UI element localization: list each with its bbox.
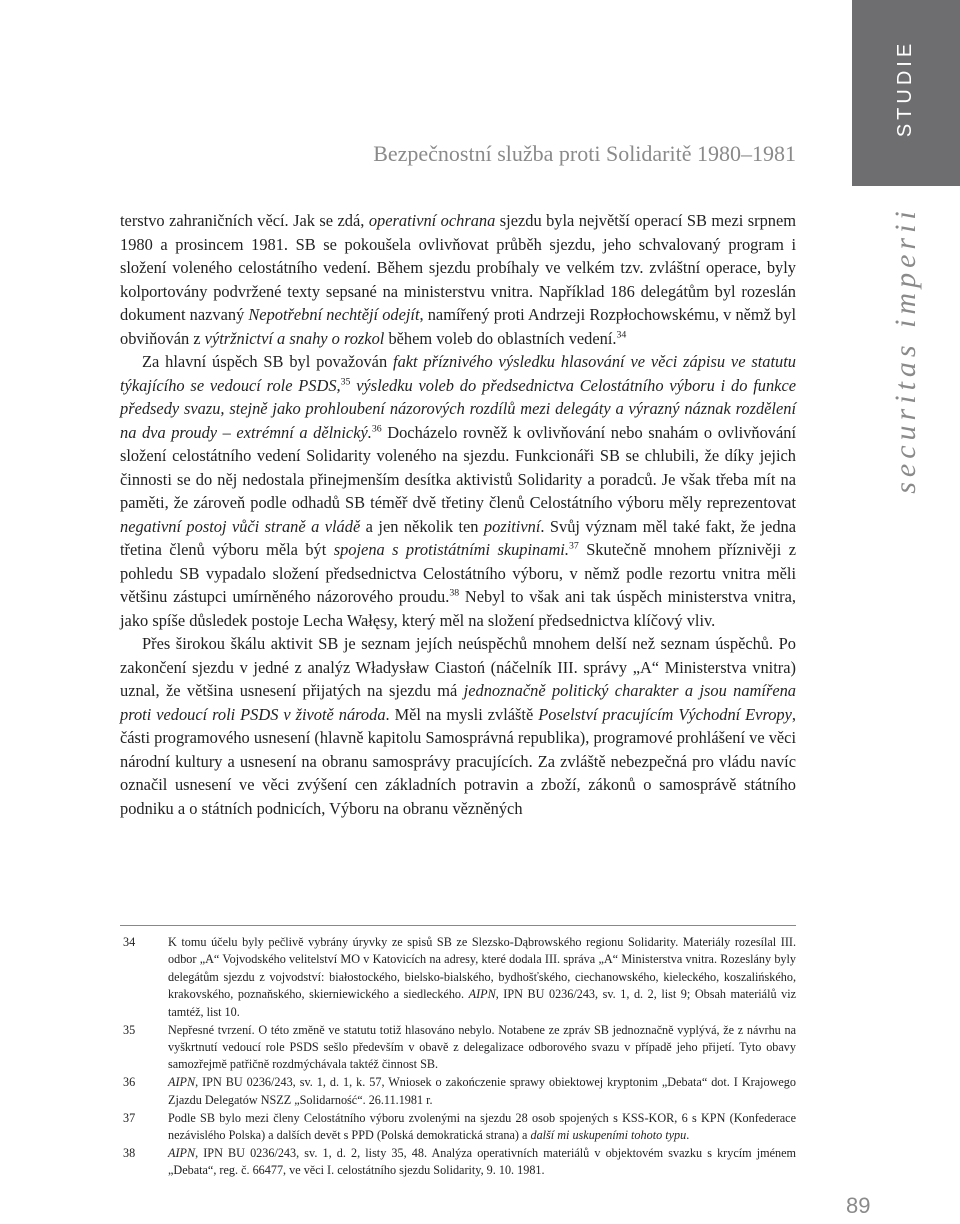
italic-text: Poselství pracujícím Východní Evropy: [538, 704, 792, 724]
footnote: [120, 1074, 796, 1109]
running-head: Bezpečnostní služba proti Solidaritě 1980–1981: [373, 141, 796, 166]
footnote-number: 38: [123, 1145, 136, 1160]
footnote-text: [168, 934, 796, 1021]
italic-text: operativní ochrana: [368, 211, 496, 230]
text-run: Podle SB bylo mezi členy Celostátního výboru zvolenými na sjezdu 28 osob spojených s KSS-KOR, 6 s KPN (Konfederace nezávislého Polska) a dalších devět s PPD (Polská demokratická strana) a: [168, 1110, 796, 1142]
footnote-reference: 35: [340, 376, 351, 388]
text-run: Přes širokou škálu aktivit SB je seznam jejích neúspěchů mnohem delší než seznam úspěchů. Po zakončení sjezdu v jedné z analýz Władysław Ciastoń (náčelník III. správy „A“ Ministerstva vnitra) uznal, že většina usnesení přijatých na sjezdu má: [120, 634, 796, 700]
footnote-number: 34: [123, 935, 136, 949]
footnote-text: [168, 1110, 796, 1145]
paragraph: [120, 350, 796, 632]
journal-motto-text: securitas imperii: [889, 206, 922, 494]
footnote: [120, 934, 796, 1021]
journal-motto: [852, 196, 960, 516]
text-run: Nepřesné tvrzení. O této změně ve statutu totiž hlasováno nebylo. Notabene ze zpráv SB jednoznačně vyplývá, že z návrhu na vyškrtnutí vedoucí role PSDS sešlo především v obavě z delegalizace odborového svazu v případě jeho přijetí. Tyto obavy samozřejmě patřičně rozdmýchávala taktéž činnost SB.: [168, 1022, 796, 1072]
section-tab-label: STUDIE: [894, 39, 917, 137]
footnote-reference: 36: [371, 423, 382, 435]
footnotes: [120, 934, 796, 1180]
footnote: [120, 1145, 796, 1180]
footnote-reference: 38: [449, 587, 460, 599]
text-run: , IPN BU 0236/243, sv. 1, d. 2, listy 35, 48. Analýza operativních materiálů v objektovém svazku s krycím jménem „Debata“, reg. č. 66477, ve věci I. celostátního sjezdu Solidarity, 9. 10. 1981.: [168, 1145, 796, 1178]
italic-text: negativní postoj vůči straně a vládě: [120, 516, 361, 536]
section-tab: [852, 0, 960, 186]
text-run: , části programového usnesení (hlavně kapitolu Samosprávná republika), programové prohlášení ve věci národní kultury a usnesení na obranu samosprávy pracujících. Za zvláště nebezpečná pro vládu navíc označil usnesení ve věci zvýšení cen základních potravin a zboží, zákonů o samosprávě státního podniku a o státních podnicích, Výboru na obranu vězněných: [120, 704, 796, 818]
text-run: Skutečně mnohem příznivěji z pohledu SB vypadalo složení předsednictva Celostátního výboru, v němž podle rezortu vnitra měli většinu zástupci umírněného názorového proudu.: [120, 540, 796, 606]
text-run: K tomu účelu byly pečlivě vybrány úryvky ze spisů SB ze Slezsko-Dąbrowského regionu Solidarity. Materiály rozesílal III. odbor „A“ Vojvodského velitelství MO v Katovicích na adresy, které dodala III. správa „A“ Ministerstva vnitra. Rozeslány byly delegátům sjezdu z vojvodství: białostockého, bielsko-bialského, bydhošťského, ciechanowského, kieleckého, koszalińského, krakovského, poznaňského, skierniewického a siedleckého.: [168, 935, 796, 1002]
italic-text: fakt příznivého výsledku hlasování ve věci zápisu ve statutu týkajícího se vedoucí role PSDS,: [120, 352, 796, 395]
text-run: . Měl na mysli zvláště: [385, 704, 539, 724]
text-run: terstvo zahraničních věcí. Jak se zdá,: [120, 211, 369, 230]
text-run: . Svůj význam měl také fakt, že jedna třetina členů výboru měla být: [120, 516, 796, 559]
text-run: Nebyl to však ani tak úspěch ministerstva vnitra, jako spíše důsledek postoje Lecha Wałęsy, který měl na složení předsednictva klíčový vliv.: [120, 587, 796, 630]
text-run: , IPN BU 0236/243, sv. 1, d. 2, list 9; Obsah materiálů viz tamtéž, list 10.: [168, 987, 796, 1019]
text-run: , IPN BU 0236/243, sv. 1, d. 1, k. 57, Wniosek o zakończenie sprawy obiektowej kryptonim „Debata“ dot. I Krajowego Zjazdu Delegatów NSZZ „Solidarność“. 26.11.1981 r.: [168, 1075, 796, 1107]
italic-text: AIPN: [168, 1145, 196, 1160]
footnote-text: [168, 1022, 796, 1074]
footnote-divider: [120, 925, 796, 926]
footnote: [120, 1110, 796, 1145]
page-number: 89: [846, 1193, 871, 1218]
text-run: , namířený proti Andrzeji Rozpłochowskému, v němž byl obviňován z: [120, 305, 796, 348]
article-body: [120, 209, 796, 820]
text-run: .: [686, 1127, 690, 1142]
paragraph: [120, 209, 796, 350]
italic-text: pozitivní: [483, 516, 541, 536]
text-run: Docházelo rovněž k ovlivňování nebo snahám o ovlivňování složení celostátního vedení Solidarity voleného na sjezdu. Funkcionáři SB se chlubili, že díky jejich činnosti se do něj nedostala přinejmenším desítka aktivistů Solidarity a poradců. Je však třeba mít na paměti, že zároveň podle odhadů SB téměř dvě třetiny členů Celostátního výboru měly reprezentovat: [120, 422, 796, 512]
italic-text: Nepotřební nechtějí odejít: [248, 305, 420, 324]
italic-text: AIPN: [168, 1075, 196, 1090]
italic-text: výtržnictví a snahy o rozkol: [204, 328, 385, 348]
italic-text: výsledku voleb do předsednictva Celostátního výboru i do funkce předsedy svazu, stejně jako prohloubení názorových rozdílů mezi delegáty a výrazný náznak rozdělení na dva proudy – extrémní a dělnický.: [120, 375, 796, 442]
footnote-reference: 34: [616, 329, 627, 341]
footnote-number: 36: [123, 1075, 136, 1090]
italic-text: spojena s protistátními skupinami.: [333, 540, 569, 559]
text-run: Za hlavní úspěch SB byl považován: [142, 352, 394, 371]
italic-text: AIPN: [468, 987, 496, 1002]
text-run: a jen několik ten: [360, 516, 484, 536]
text-run: během voleb do oblastních vedení.: [384, 328, 617, 348]
footnote-reference: 37: [568, 540, 579, 552]
footnote-text: [168, 1074, 796, 1109]
footnote-number: 35: [123, 1022, 136, 1037]
footnote: [120, 1022, 796, 1074]
footnote-text: [168, 1145, 796, 1180]
italic-text: jednoznačně politický charakter a jsou namířena proti vedoucí roli PSDS v životě národa: [120, 681, 796, 724]
italic-text: další mi uskupeními tohoto typu: [530, 1127, 687, 1142]
text-run: sjezdu byla největší operací SB mezi srpnem 1980 a prosincem 1981. SB se pokoušela ovlivňovat průběh sjezdu, jeho schvalovaný program i složení voleného celostátního vedení. Během sjezdu probíhaly ve velkém tzv. zvláštní operace, byly kolportovány podvržené texty sepsané na ministerstvu vnitra. Například 186 delegátům byl rozeslán dokument nazvaný: [120, 211, 796, 324]
footnote-number: 37: [123, 1110, 136, 1125]
paragraph: [120, 632, 796, 820]
